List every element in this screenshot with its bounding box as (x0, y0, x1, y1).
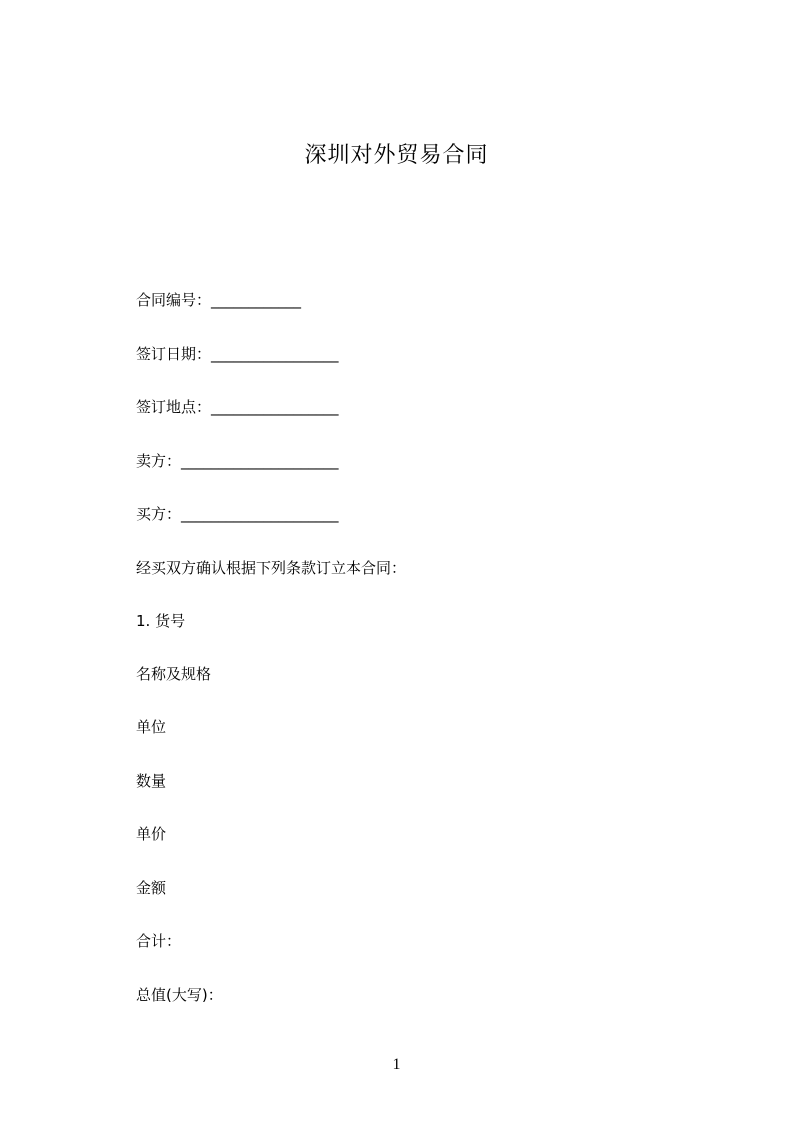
sign-place-field: 签订地点：_________________ (136, 398, 339, 416)
unit-label: 单位 (136, 718, 167, 736)
intro-paragraph: 经买双方确认根据下列条款订立本合同： (136, 559, 407, 577)
page-number: 1 (392, 1056, 401, 1073)
buyer-field: 买方：_____________________ (136, 505, 339, 523)
document-title: 深圳对外贸易合同 (304, 143, 489, 168)
amount-label: 金额 (136, 879, 167, 897)
total-label: 合计： (136, 932, 182, 950)
contract-number-field: 合同编号：____________ (136, 291, 302, 309)
unit-price-label: 单价 (136, 825, 167, 843)
quantity-label: 数量 (136, 772, 167, 790)
seller-field: 卖方：_____________________ (136, 452, 339, 470)
name-spec-label: 名称及规格 (136, 665, 212, 683)
item-number-label: 1. 货号 (136, 612, 186, 630)
total-value-label: 总值(大写)： (136, 986, 223, 1004)
sign-date-field: 签订日期：_________________ (136, 345, 339, 363)
